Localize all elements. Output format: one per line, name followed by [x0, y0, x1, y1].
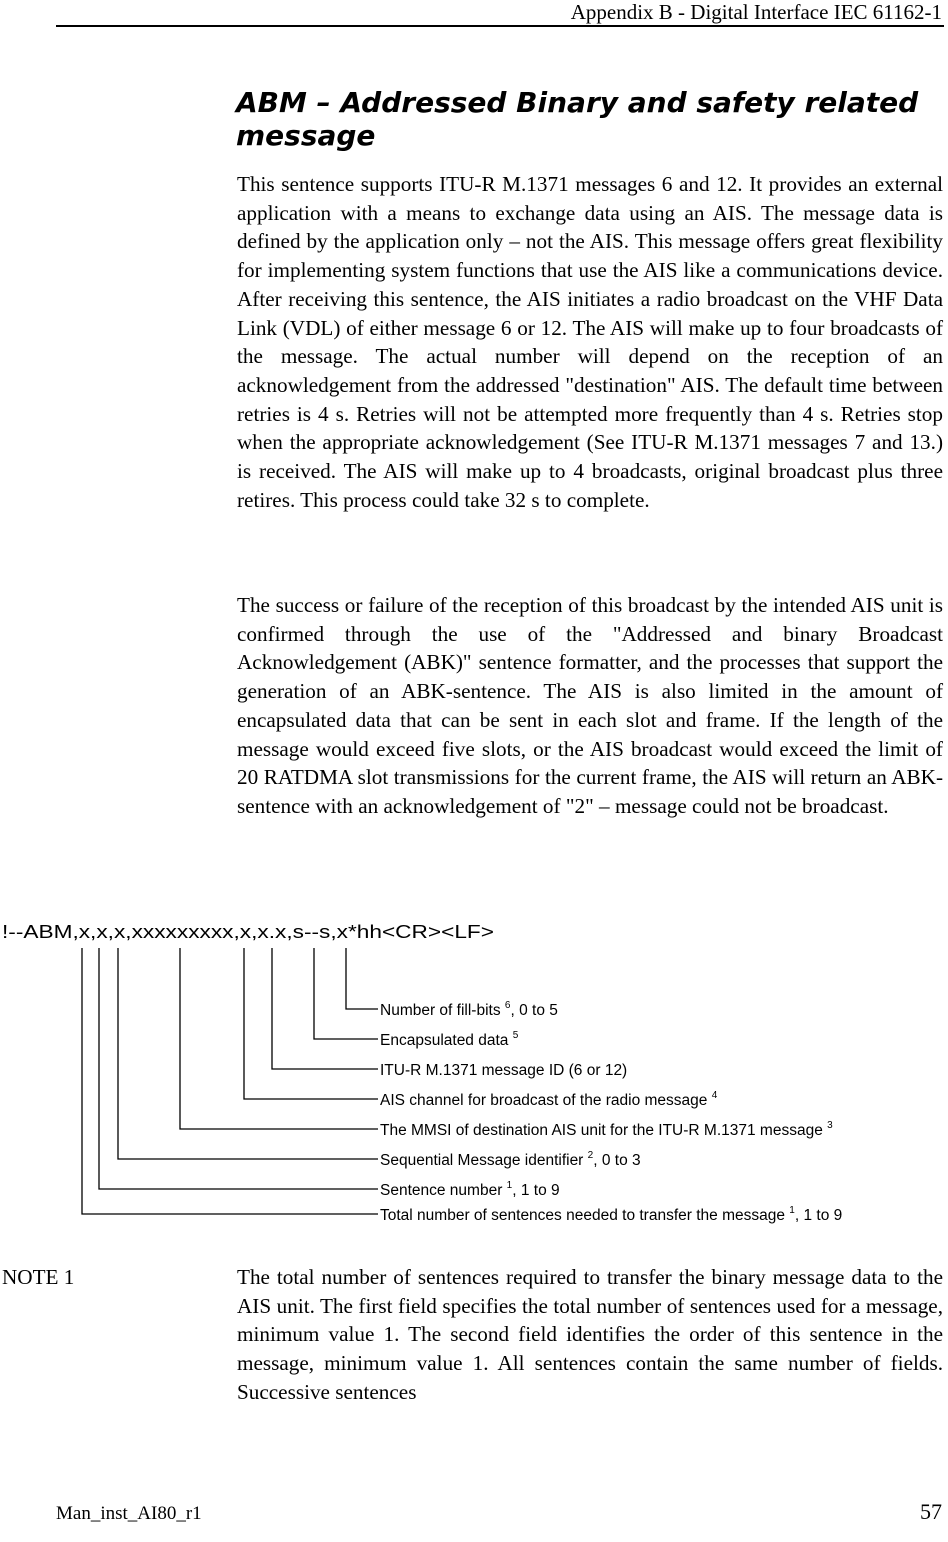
note-text: The total number of sentences required to transfer the binary message data to the AIS unit. The first field specifies the total number of sentences used for a message, minimum value 1. The second field identifies the order of this sentence in the message, minimum value 1. All sentences contain the same number of fields. Successive sentences	[237, 1265, 943, 1404]
sentence-format: !--ABM,x,x,x,xxxxxxxxx,x,x.x,s--s,x*hh<CR><LF>	[2, 921, 494, 942]
field-label-ais-channel: AIS channel for broadcast of the radio message $^4$	[380, 1090, 718, 1109]
field-leader-lines	[82, 948, 378, 1214]
page-number: 57	[920, 1499, 942, 1524]
field-label-total-sentences: Total number of sentences needed to transfer the message $^1$, 1 to 9	[380, 1205, 843, 1224]
field-label-message-id: ITU-R M.1371 message ID (6 or 12)	[380, 1062, 628, 1079]
section-title: ABM – Addressed Binary and safety related message	[236, 86, 919, 152]
field-label-sentence-number: Sentence number $^1$, 1 to 9	[380, 1180, 560, 1199]
header-rule	[56, 25, 944, 27]
note-label: NOTE 1	[2, 1265, 75, 1289]
paragraph-acknowledgement: The success or failure of the reception of this broadcast by the intended AIS unit is confirmed through the use of the "Addressed and binary Broadcast Acknowledgement (ABK)" sentence formatter, and the processes that support the generation of an ABK-sentence. The AIS is also limited in the amount of encapsulated data that can be sent in each slot and frame. If the length of the message would exceed five slots, or the AIS broadcast would exceed the limit of 20 RATDMA slot transmissions for the current frame, the AIS will return an ABK-sentence with an acknowledgement of "2" – message could not be broadcast.	[237, 593, 943, 818]
leader-line-total-sentences	[82, 948, 378, 1214]
leader-line-ais-channel	[244, 948, 378, 1099]
footer-doc-id: Man_inst_AI80_r1	[56, 1503, 202, 1524]
field-label-fill-bits: Number of fill-bits $^6$, 0 to 5	[380, 1000, 558, 1019]
leader-line-fill-bits	[346, 948, 378, 1009]
leader-line-sequential-id	[118, 948, 378, 1159]
field-label-sequential-id: Sequential Message identifier $^2$, 0 to 3	[380, 1150, 641, 1169]
field-label-mmsi: The MMSI of destination AIS unit for the ITU-R M.1371 message $^3$	[380, 1120, 833, 1139]
sentence-format-diagram	[0, 916, 948, 1226]
field-labels	[380, 1000, 842, 1224]
field-label-encapsulated-data: Encapsulated data $^5$	[380, 1030, 519, 1049]
page-header: Appendix B - Digital Interface IEC 61162-1	[570, 0, 942, 24]
paragraph-intro: This sentence supports ITU-R M.1371 messages 6 and 12. It provides an external application with a means to exchange data using an AIS. The message data is defined by the application only – not the AIS. This message offers great flexibility for implementing system functions that use the AIS like a communications device. After receiving this sentence, the AIS initiates a radio broadcast on the VHF Data Link (VDL) of either message 6 or 12. The AIS will make up to four broadcasts of the message. The actual number will depend on the reception of an acknowledgement from the addressed "destination" AIS. The default time between retries is 4 s. Retries will not be attempted more frequently than 4 s. Retries stop when the appropriate acknowledgement (See ITU-R M.1371 messages 7 and 13.) is received. The AIS will make up to 4 broadcasts, original broadcast plus three retires. This process could take 32 s to complete.	[237, 172, 943, 512]
